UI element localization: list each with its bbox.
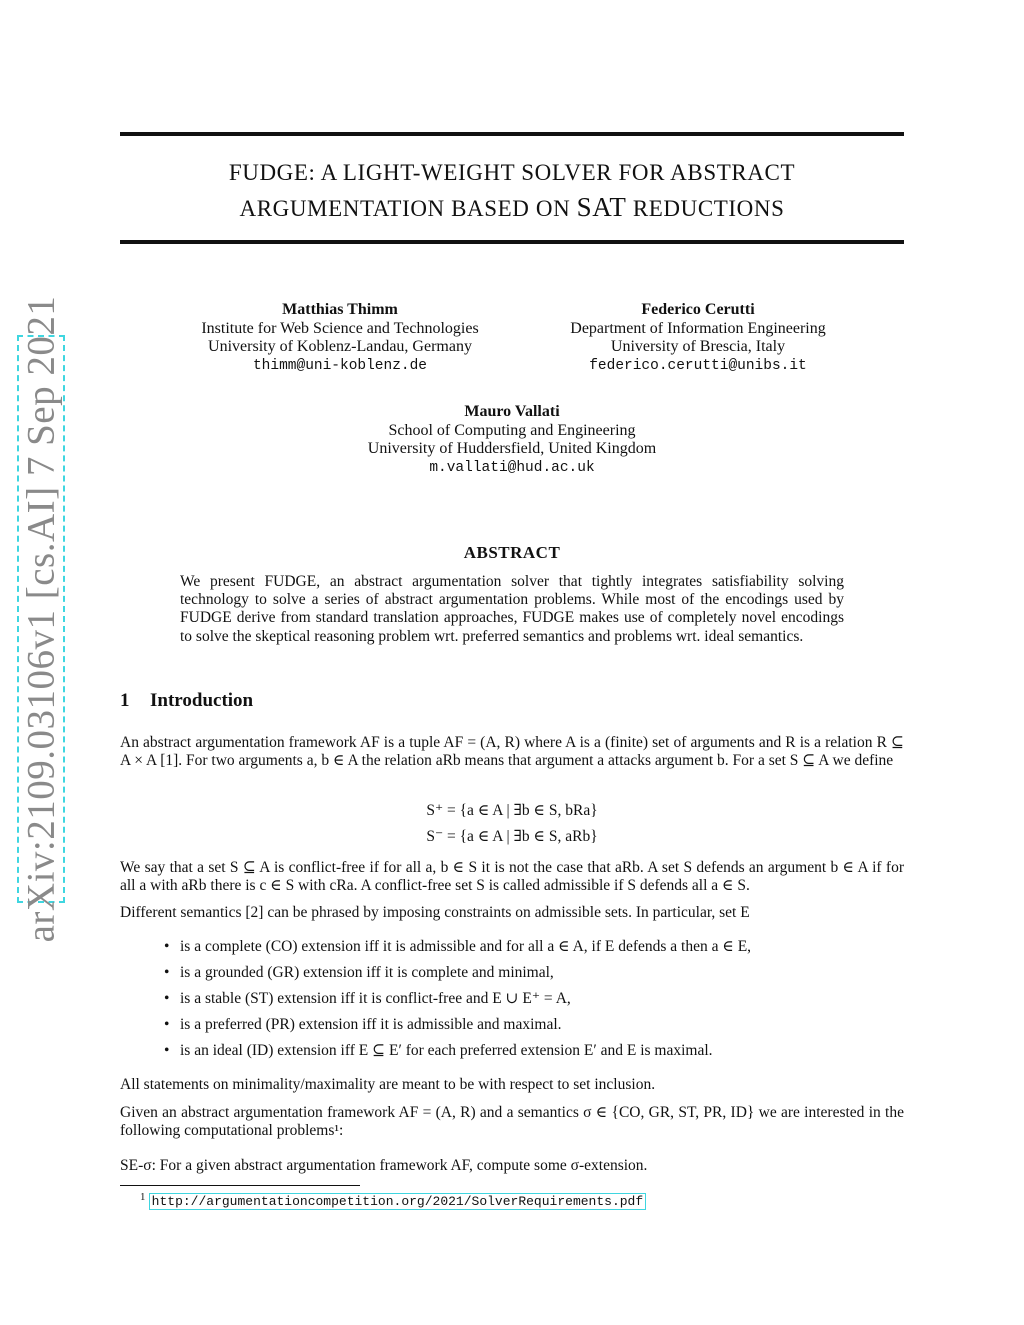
author-affiliation: School of Computing and Engineering — [388, 421, 636, 439]
author-name: Federico Cerutti — [641, 301, 755, 318]
author-name: Matthias Thimm — [282, 301, 398, 318]
list-item: • is a stable (ST) extension iff it is conflict-free and E ∪ E⁺ = A, — [164, 990, 571, 1007]
author-block-vallati — [312, 403, 712, 477]
paragraph-semantics-intro: Different semantics [2] can be phrased by imposing constraints on admissible sets. In particular, set E — [120, 904, 750, 921]
section-heading: 1 Introduction — [120, 690, 254, 711]
paragraph-minimality: All statements on minimality/maximality are meant to be with respect to set inclusion. — [120, 1076, 656, 1093]
author-block-thimm — [160, 301, 520, 375]
title-top-rule — [120, 132, 904, 136]
arxiv-stamp[interactable] — [17, 295, 65, 943]
author-affiliation: University of Huddersfield, United Kingdom — [367, 440, 657, 457]
author-email: federico.cerutti@unibs.it — [589, 357, 807, 374]
author-email: thimm@uni-koblenz.de — [252, 357, 428, 374]
author-email: m.vallati@hud.ac.uk — [429, 459, 595, 476]
paragraph-se-problem: SE-σ: For a given abstract argumentation framework AF, compute some σ-extension. — [120, 1157, 648, 1174]
list-item: • is an ideal (ID) extension iff E ⊆ E′ for each preferred extension E′ and E is maximal. — [164, 1042, 713, 1059]
semantics-list — [120, 936, 904, 1066]
paragraph-conflict-free: We say that a set S ⊆ A is conflict-free if for all a, b ∈ S it is not the case that aRb. A set S defends an argument b ∈ A if for all a with aRb there is c ∈ S with cRa. A conflict-free set S is called admissible if S defends all a ∈ S. — [120, 859, 904, 895]
paragraph-definition: An abstract argumentation framework AF is a tuple AF = (A, R) where A is a (finite) set of arguments and R is a relation R ⊆ A × A [1]. For two arguments a, b ∈ A the relation aRb means that argument a attacks argument b. For a set S ⊆ A we define — [120, 734, 904, 770]
footnote-link[interactable]: http://argumentationcompetition.org/2021/SolverRequirements.pdf — [149, 1193, 646, 1210]
equation-s-plus: S⁺ = {a ∈ A | ∃b ∈ S, bRa} — [426, 802, 598, 819]
author-affiliation: Department of Information Engineering — [570, 319, 826, 337]
arxiv-stamp-text: arXiv:2109.03106v1 [cs.AI] 7 Sep 2021 — [19, 295, 63, 943]
abstract-heading: ABSTRACT — [463, 543, 561, 562]
author-affiliation: University of Brescia, Italy — [610, 338, 786, 355]
equation-s-minus: S⁻ = {a ∈ A | ∃b ∈ S, aRb} — [426, 828, 598, 845]
paper-title: FUDGE: A LIGHT-WEIGHT SOLVER FOR ABSTRACT ARGUMENTATION BASED ON SAT REDUCTIONS — [228, 160, 796, 222]
footnote — [140, 1191, 646, 1209]
list-item: • is a grounded (GR) extension iff it is complete and minimal, — [164, 964, 554, 981]
footnote-mark: 1 — [140, 1191, 146, 1203]
paragraph-problems: Given an abstract argumentation framework AF = (A, R) and a semantics σ ∈ {CO, GR, ST, PR, ID} we are interested in the following computational problems¹: — [120, 1104, 904, 1140]
author-name: Mauro Vallati — [464, 403, 560, 420]
title-bottom-rule — [120, 240, 904, 244]
author-affiliation: Institute for Web Science and Technologies — [201, 319, 479, 337]
abstract-text: We present FUDGE, an abstract argumentation solver that tightly integrates satisfiability solving technology to solve a series of abstract argumentation problems. While most of the encodings used by FUDGE derive from standard translation approaches, FUDGE makes use of completely novel encodings to solve the skeptical reasoning problem wrt. preferred semantics and problems wrt. ideal semantics. — [180, 573, 844, 645]
list-item: • is a preferred (PR) extension iff it is admissible and maximal. — [164, 1016, 562, 1033]
author-affiliation: University of Koblenz-Landau, Germany — [208, 338, 472, 355]
list-item: • is a complete (CO) extension iff it is admissible and for all a ∈ A, if E defends a then a ∈ E, — [164, 938, 752, 955]
footnote-rule — [120, 1185, 360, 1186]
author-block-cerutti — [518, 301, 878, 375]
